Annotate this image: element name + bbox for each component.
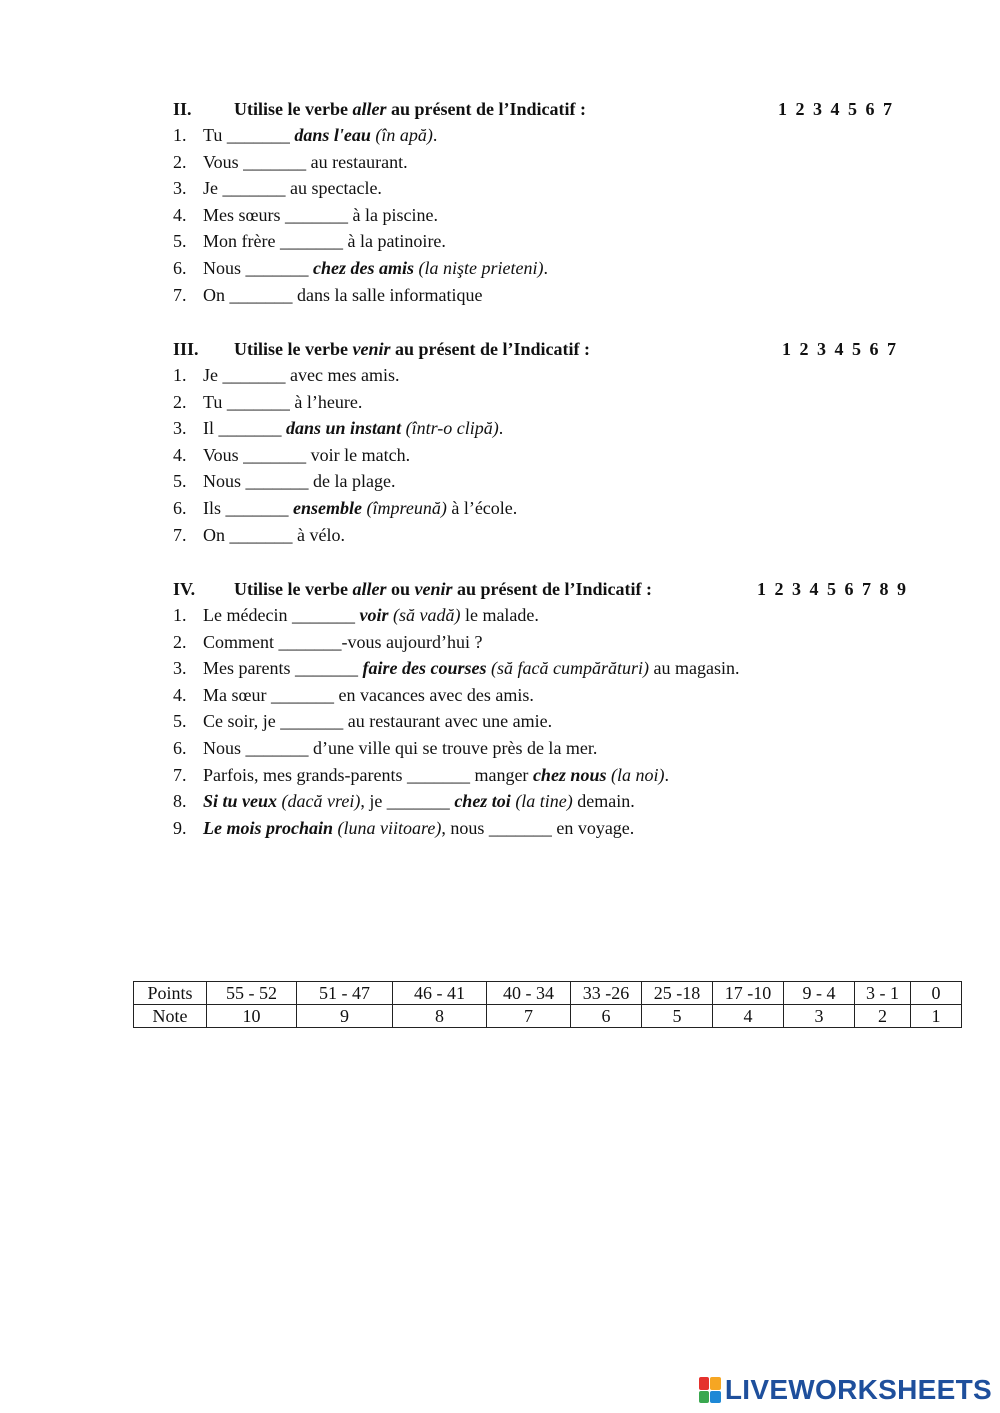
item-text xyxy=(203,125,437,146)
title-segment: aller xyxy=(352,99,387,119)
note-label: Note xyxy=(134,1005,207,1028)
title-segment: Utilise le verbe xyxy=(234,99,353,119)
note-cell: 2 xyxy=(855,1005,911,1028)
bold-italic-phrase: Le mois prochain xyxy=(203,817,334,838)
exercise-item xyxy=(173,818,953,845)
item-number: 7. xyxy=(173,764,187,785)
item-text xyxy=(203,205,438,226)
item-number: 2. xyxy=(173,151,187,172)
text-segment: Vous _______ voir le match. xyxy=(203,444,411,465)
section-title xyxy=(234,579,652,600)
translation-note: (luna viitoare) xyxy=(337,817,442,838)
text-segment: , je _______ xyxy=(360,791,455,812)
item-text xyxy=(203,498,517,519)
logo-square xyxy=(699,1391,710,1404)
points-cell: 17 -10 xyxy=(713,982,784,1005)
text-segment: à l’école. xyxy=(446,497,518,518)
item-text xyxy=(203,178,382,199)
exercise-section xyxy=(173,99,953,311)
bold-italic-phrase: faire des courses xyxy=(362,658,487,679)
text-segment: Ils _______ xyxy=(203,497,293,518)
item-text xyxy=(203,632,482,653)
item-number: 5. xyxy=(173,231,187,252)
points-cell: 46 - 41 xyxy=(393,982,487,1005)
text-segment: Mes parents _______ xyxy=(203,658,363,679)
note-cell: 7 xyxy=(487,1005,571,1028)
text-segment: Vous _______ au restaurant. xyxy=(203,151,408,172)
item-number: 8. xyxy=(173,791,187,812)
item-number: 9. xyxy=(173,817,187,838)
points-row xyxy=(134,982,962,1005)
points-cell: 55 - 52 xyxy=(207,982,297,1005)
points-label: Points xyxy=(134,982,207,1005)
section-score: 1 2 3 4 5 6 7 xyxy=(778,99,893,119)
item-text xyxy=(203,418,503,439)
logo-square xyxy=(710,1391,721,1404)
exercise-item xyxy=(173,205,953,232)
text-segment: . xyxy=(498,418,504,439)
translation-note: (la noi) xyxy=(610,764,665,785)
section-header xyxy=(173,579,953,605)
note-cell: 10 xyxy=(207,1005,297,1028)
item-text xyxy=(203,231,446,252)
exercise-item xyxy=(173,392,953,419)
note-cell: 6 xyxy=(571,1005,642,1028)
title-segment: au présent de l’Indicatif : xyxy=(452,579,652,599)
title-segment: Utilise le verbe xyxy=(234,339,353,359)
title-segment: au présent de l’Indicatif : xyxy=(386,99,586,119)
points-cell: 33 -26 xyxy=(571,982,642,1005)
translation-note: (să vadă) xyxy=(392,605,461,625)
item-text xyxy=(203,285,482,306)
translation-note: (împreună) xyxy=(366,497,447,518)
text-segment: Nous _______ d’une ville qui se trouve près de la mer. xyxy=(203,737,598,758)
item-number: 6. xyxy=(173,497,187,518)
text-segment: Je _______ avec mes amis. xyxy=(203,365,400,385)
title-segment: au présent de l’Indicatif : xyxy=(390,339,590,359)
exercise-item xyxy=(173,711,953,738)
bold-italic-phrase: dans un instant xyxy=(286,418,402,439)
section-number: III. xyxy=(173,339,199,359)
item-text xyxy=(203,818,634,839)
bold-italic-phrase: Si tu veux xyxy=(203,791,278,812)
item-number: 4. xyxy=(173,204,187,225)
liveworksheets-logo-icon xyxy=(699,1377,721,1403)
text-segment: Je _______ au spectacle. xyxy=(203,178,382,199)
note-row xyxy=(134,1005,962,1028)
item-text xyxy=(203,711,552,732)
text-segment: au magasin. xyxy=(648,658,740,679)
section-score: 1 2 3 4 5 6 7 8 9 xyxy=(757,579,907,599)
exercise-item xyxy=(173,525,953,552)
text-segment: Comment _______-vous aujourd’hui ? xyxy=(203,631,483,652)
bold-italic-phrase: chez nous xyxy=(532,764,607,785)
section-title xyxy=(234,99,586,120)
text-segment: On _______ à vélo. xyxy=(203,524,345,545)
note-cell: 8 xyxy=(393,1005,487,1028)
item-number: 4. xyxy=(173,684,187,705)
title-segment: venir xyxy=(352,339,391,359)
exercise-item xyxy=(173,605,953,632)
item-number: 5. xyxy=(173,711,187,732)
exercise-item xyxy=(173,471,953,498)
exercise-item xyxy=(173,445,953,472)
section-header xyxy=(173,339,953,365)
item-text xyxy=(203,738,597,759)
item-text xyxy=(203,471,395,492)
exercise-section xyxy=(173,579,953,844)
item-text xyxy=(203,765,669,786)
note-cell: 9 xyxy=(297,1005,393,1028)
section-title xyxy=(234,339,590,360)
exercise-item xyxy=(173,152,953,179)
item-number: 5. xyxy=(173,471,187,492)
item-number: 4. xyxy=(173,444,187,465)
points-cell: 3 - 1 xyxy=(855,982,911,1005)
text-segment: Nous _______ de la plage. xyxy=(203,471,396,492)
item-text xyxy=(203,258,548,279)
points-cell: 51 - 47 xyxy=(297,982,393,1005)
item-number: 7. xyxy=(173,284,187,305)
text-segment: Ce soir, je _______ au restaurant avec une amie. xyxy=(203,711,553,732)
item-text xyxy=(203,605,539,626)
item-number: 1. xyxy=(173,125,187,145)
exercise-item xyxy=(173,658,953,685)
exercise-item xyxy=(173,365,953,392)
item-text xyxy=(203,685,534,706)
item-text xyxy=(203,658,739,679)
liveworksheets-logo[interactable] xyxy=(699,1375,992,1405)
exercise-item xyxy=(173,231,953,258)
note-cell: 4 xyxy=(713,1005,784,1028)
logo-square xyxy=(710,1377,721,1390)
points-cell: 40 - 34 xyxy=(487,982,571,1005)
grading-table xyxy=(133,981,962,1028)
points-cell: 25 -18 xyxy=(642,982,713,1005)
item-number: 3. xyxy=(173,658,187,679)
item-number: 2. xyxy=(173,391,187,412)
item-text xyxy=(203,445,410,466)
section-number: IV. xyxy=(173,579,196,599)
title-segment: aller xyxy=(352,579,387,599)
item-number: 7. xyxy=(173,524,187,545)
bold-italic-phrase: ensemble xyxy=(293,497,362,518)
item-text xyxy=(203,365,399,386)
text-segment: , nous _______ en voyage. xyxy=(441,817,635,838)
text-segment: On _______ dans la salle informatique xyxy=(203,284,483,305)
text-segment: . xyxy=(432,125,438,145)
item-text xyxy=(203,525,345,546)
translation-note: (la nişte prieteni) xyxy=(418,257,544,278)
translation-note: (să facă cumpărături) xyxy=(490,658,649,679)
exercise-item xyxy=(173,632,953,659)
translation-note: (în apă) xyxy=(375,125,433,145)
item-number: 3. xyxy=(173,178,187,199)
text-segment: demain. xyxy=(572,791,635,812)
exercise-item xyxy=(173,178,953,205)
exercise-item xyxy=(173,738,953,765)
section-header xyxy=(173,99,953,125)
text-segment: le malade. xyxy=(460,605,539,625)
item-number: 6. xyxy=(173,257,187,278)
item-number: 6. xyxy=(173,737,187,758)
exercise-item xyxy=(173,418,953,445)
item-text xyxy=(203,791,635,812)
text-segment: . xyxy=(543,257,548,278)
logo-text: LIVEWORKSHEETS xyxy=(724,1374,992,1405)
exercise-item xyxy=(173,765,953,792)
logo-square xyxy=(699,1377,710,1390)
title-segment: ou xyxy=(386,579,415,599)
item-number: 1. xyxy=(173,605,187,625)
text-segment: Parfois, mes grands-parents _______ manger xyxy=(203,764,533,785)
item-number: 2. xyxy=(173,631,187,652)
exercise-item xyxy=(173,685,953,712)
title-segment: venir xyxy=(414,579,453,599)
title-segment: Utilise le verbe xyxy=(234,579,353,599)
text-segment: Mes sœurs _______ à la piscine. xyxy=(203,204,438,225)
item-number: 3. xyxy=(173,418,187,439)
exercise-item xyxy=(173,258,953,285)
note-cell: 3 xyxy=(784,1005,855,1028)
translation-note: (la tine) xyxy=(515,791,573,812)
text-segment: Le médecin _______ xyxy=(203,605,360,625)
text-segment: Tu _______ à l’heure. xyxy=(203,391,363,412)
text-segment: Ma sœur _______ en vacances avec des amis. xyxy=(203,684,534,705)
section-score: 1 2 3 4 5 6 7 xyxy=(782,339,897,359)
exercise-item xyxy=(173,791,953,818)
translation-note: (într-o clipă) xyxy=(405,418,499,439)
item-number: 1. xyxy=(173,365,187,385)
text-segment: Tu _______ xyxy=(203,125,295,145)
note-cell: 5 xyxy=(642,1005,713,1028)
text-segment: Il _______ xyxy=(203,418,286,439)
bold-italic-phrase: chez toi xyxy=(454,791,511,812)
item-text xyxy=(203,152,408,173)
exercise-section xyxy=(173,339,953,551)
text-segment: . xyxy=(664,764,669,785)
bold-italic-phrase: dans l'eau xyxy=(294,125,371,145)
points-cell: 9 - 4 xyxy=(784,982,855,1005)
points-cell: 0 xyxy=(911,982,962,1005)
note-cell: 1 xyxy=(911,1005,962,1028)
exercise-item xyxy=(173,285,953,312)
text-segment: Nous _______ xyxy=(203,257,314,278)
translation-note: (dacă vrei) xyxy=(281,791,361,812)
exercise-item xyxy=(173,498,953,525)
item-text xyxy=(203,392,362,413)
exercise-item xyxy=(173,125,953,152)
text-segment: Mon frère _______ à la patinoire. xyxy=(203,231,446,252)
bold-italic-phrase: chez des amis xyxy=(313,257,415,278)
section-number: II. xyxy=(173,99,192,119)
bold-italic-phrase: voir xyxy=(359,605,389,625)
